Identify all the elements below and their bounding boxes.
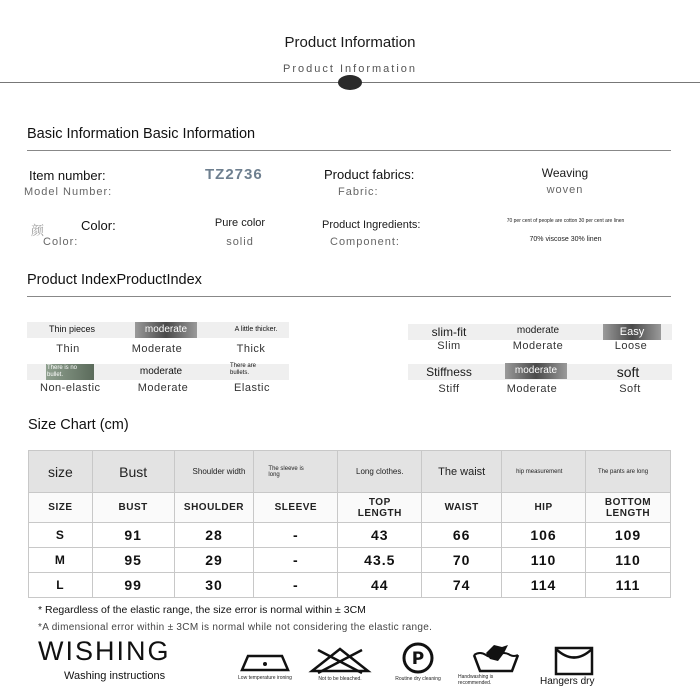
cell-top-length: 43 xyxy=(338,523,422,548)
header-en-waist: WAIST xyxy=(422,493,502,523)
fit-opt-easy: Easy xyxy=(603,324,661,340)
page-subtitle: Product Information xyxy=(283,63,417,75)
color-value-sub: solid xyxy=(226,236,254,248)
fit-label-loose: Loose xyxy=(614,340,648,352)
stiffness-opt-moderate: moderate xyxy=(505,363,567,379)
ingredients-sub: Component: xyxy=(330,236,400,248)
table-row xyxy=(29,573,671,598)
size-note-secondary: *A dimensional error within ± 3CM is normal while not considering the elastic range. xyxy=(38,622,433,633)
cell-bottom-length: 109 xyxy=(586,523,671,548)
item-number-label: Item number: xyxy=(29,168,106,183)
size-chart-header-cn xyxy=(29,451,671,493)
color-label: Color: xyxy=(81,218,116,233)
size-chart-heading: Size Chart (cm) xyxy=(28,417,129,433)
header-en-hip: HIP xyxy=(502,493,586,523)
cell-sleeve: - xyxy=(254,548,338,573)
elastic-label-none: Non-elastic xyxy=(40,382,101,394)
header-en-size: SIZE xyxy=(29,493,93,523)
header-en-top-length: TOP LENGTH xyxy=(338,493,422,523)
cell-bust: 91 xyxy=(92,523,174,548)
color-prefix: 颜 xyxy=(31,223,45,238)
cell-sleeve: - xyxy=(254,523,338,548)
cell-shoulder: 28 xyxy=(174,523,254,548)
cell-bust: 95 xyxy=(92,548,174,573)
elastic-opt-elastic: There are bullets. xyxy=(230,363,257,376)
thickness-opt-thick: A little thicker. xyxy=(234,326,278,333)
dry-clean-icon xyxy=(394,642,442,674)
header-cn-bust: Bust xyxy=(92,451,174,493)
fit-opt-moderate: moderate xyxy=(516,325,560,336)
cell-shoulder: 29 xyxy=(174,548,254,573)
header-en-bust: BUST xyxy=(92,493,174,523)
header-cn-size: size xyxy=(29,451,93,493)
fit-label-slim: Slim xyxy=(437,340,461,352)
thickness-label-thick: Thick xyxy=(236,343,266,355)
item-number-sub: Model Number: xyxy=(24,186,113,198)
ingredients-value-sub: 70% viscose 30% linen xyxy=(529,236,602,243)
cell-shoulder: 30 xyxy=(174,573,254,598)
fit-opt-slim: slim-fit xyxy=(431,325,467,339)
hanger-dry-icon xyxy=(552,644,596,676)
fabrics-label: Product fabrics: xyxy=(324,167,415,182)
header-dot xyxy=(338,75,362,90)
ingredients-label: Product Ingredients: xyxy=(322,219,421,231)
cell-hip: 114 xyxy=(502,573,586,598)
elastic-label-elastic: Elastic xyxy=(234,382,270,394)
header-en-sleeve: SLEEVE xyxy=(254,493,338,523)
size-chart-table xyxy=(28,450,671,598)
header-cn-waist: The waist xyxy=(422,451,502,493)
stiffness-opt-stiff: Stiffness xyxy=(426,365,472,379)
iron-icon xyxy=(238,650,292,674)
care-label-handwash: Handwashing is recommended. xyxy=(458,674,494,686)
thickness-label-moderate: Moderate xyxy=(131,343,183,355)
care-label-hanger-dry: Hangers dry xyxy=(540,676,595,687)
header-en-shoulder: SHOULDER xyxy=(174,493,254,523)
cell-bottom-length: 110 xyxy=(586,548,671,573)
stiffness-label-stiff: Stiff xyxy=(438,383,460,395)
washing-title: WISHING xyxy=(38,636,171,666)
cell-hip: 106 xyxy=(502,523,586,548)
cell-size: S xyxy=(29,523,93,548)
elastic-opt-none: There is no bullet. xyxy=(46,364,94,380)
fabrics-value-sub: woven xyxy=(546,184,584,196)
size-note-primary: * Regardless of the elastic range, the size error is normal within ± 3CM xyxy=(38,604,366,616)
stiffness-label-moderate: Moderate xyxy=(506,383,558,395)
header-cn-shoulder: Shoulder width xyxy=(174,451,254,493)
header-cn-bottom-length: The pants are long xyxy=(586,451,671,493)
cell-size: L xyxy=(29,573,93,598)
fabrics-sub: Fabric: xyxy=(338,186,379,198)
header-en-bottom-length: BOTTOM LENGTH xyxy=(586,493,671,523)
no-bleach-icon xyxy=(308,646,372,674)
care-label-ironing: Low temperature ironing xyxy=(238,675,292,681)
header-cn-top-length: Long clothes. xyxy=(338,451,422,493)
ingredients-value: 70 per cent of people are cotton 30 per cent are linen xyxy=(506,218,625,224)
handwash-icon xyxy=(468,643,524,673)
care-label-bleach: Not to be bleached. xyxy=(318,676,362,682)
thickness-label-thin: Thin xyxy=(56,343,80,355)
thickness-opt-thin: Thin pieces xyxy=(48,324,96,334)
product-index-heading: Product IndexProductIndex xyxy=(27,272,202,288)
fabrics-value: Weaving xyxy=(541,166,589,180)
cell-hip: 110 xyxy=(502,548,586,573)
svg-text:P: P xyxy=(411,649,425,669)
cell-waist: 66 xyxy=(422,523,502,548)
cell-waist: 70 xyxy=(422,548,502,573)
cell-top-length: 44 xyxy=(338,573,422,598)
color-sub: Color: xyxy=(43,236,79,248)
thickness-opt-moderate: moderate xyxy=(135,322,197,338)
product-index-divider xyxy=(27,296,671,297)
header-cn-hip: hip measurement xyxy=(502,451,586,493)
cell-top-length: 43.5 xyxy=(338,548,422,573)
washing-subtitle: Washing instructions xyxy=(64,670,166,682)
cell-sleeve: - xyxy=(254,573,338,598)
cell-size: M xyxy=(29,548,93,573)
table-row xyxy=(29,523,671,548)
elastic-label-moderate: Moderate xyxy=(137,382,189,394)
size-chart-header-en xyxy=(29,493,671,523)
stiffness-label-soft: Soft xyxy=(619,383,641,395)
color-value: Pure color xyxy=(214,217,266,229)
page-title: Product Information xyxy=(284,34,416,51)
basic-info-divider xyxy=(27,150,671,151)
item-number-value: TZ2736 xyxy=(205,166,263,183)
header-cn-sleeve: The sleeve is long xyxy=(254,451,338,493)
care-label-dry-clean: Routine dry cleaning xyxy=(395,676,441,682)
elastic-opt-moderate: moderate xyxy=(139,366,183,377)
table-row xyxy=(29,548,671,573)
cell-bust: 99 xyxy=(92,573,174,598)
fit-label-moderate: Moderate xyxy=(512,340,564,352)
stiffness-opt-soft: soft xyxy=(616,364,640,380)
basic-info-heading: Basic Information Basic Information xyxy=(27,126,256,142)
cell-bottom-length: 111 xyxy=(586,573,671,598)
cell-waist: 74 xyxy=(422,573,502,598)
